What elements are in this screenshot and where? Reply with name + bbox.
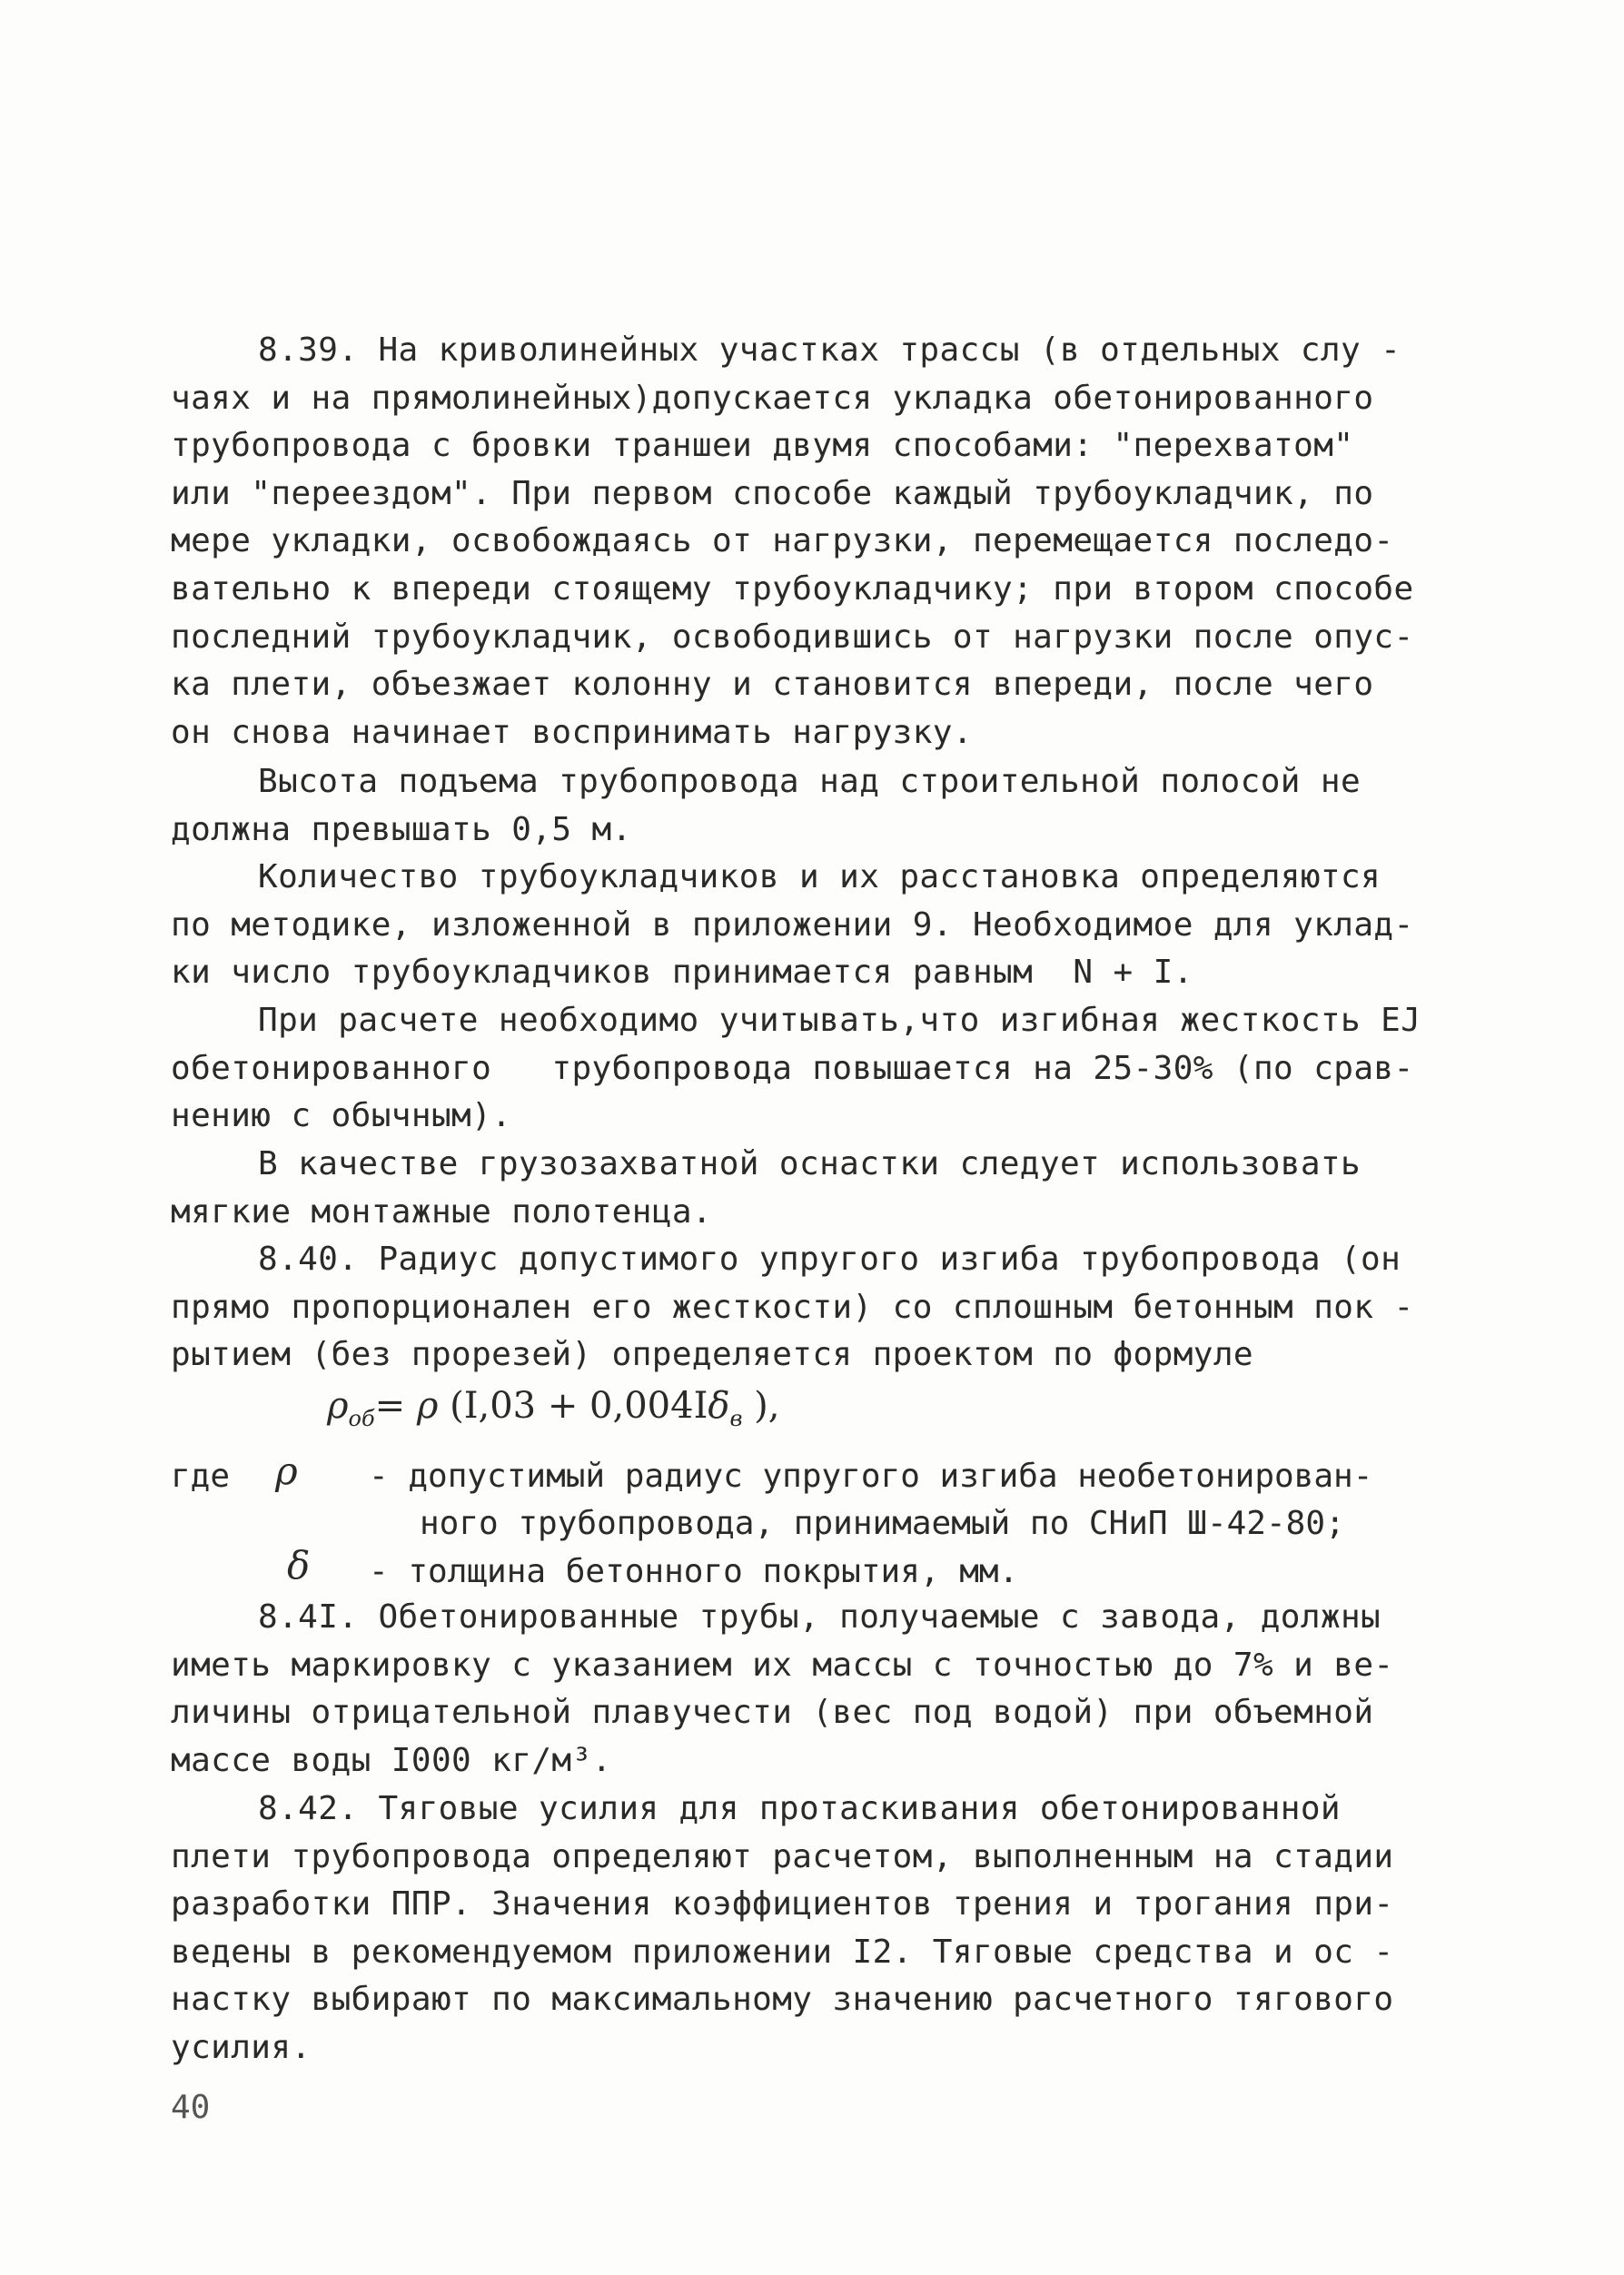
formula-equals: =	[374, 1385, 417, 1427]
text-line: 8.4I. Обетонированные трубы, получаемые с завода, должны	[258, 1598, 1381, 1636]
delta-symbol: δ	[287, 1543, 311, 1588]
section-8-41	[171, 1594, 1394, 1785]
where-label: где	[171, 1458, 231, 1495]
text-line: он снова начинает воспринимать нагрузку.	[171, 713, 973, 751]
rho-symbol: ρ	[275, 1449, 298, 1493]
text-line: усилия.	[171, 2028, 312, 2066]
page-number: 40	[171, 2089, 211, 2126]
text-line: В качестве грузозахватной оснастки следует использовать	[258, 1145, 1362, 1182]
stiffness-paragraph	[171, 997, 1421, 1141]
rigging-paragraph	[171, 1141, 1379, 1236]
text-line: обетонированного трубопровода повышается на 25-30% (по срав-	[171, 1049, 1414, 1087]
formula-rho-lhs: ρ	[327, 1385, 349, 1427]
rho-definition-line-1: - допустимый радиус упругого изгиба необетонирован-	[369, 1458, 1373, 1495]
section-8-42	[171, 1785, 1394, 2072]
text-line: ведены в рекомендуемом приложении I2. Тяговые средства и ос -	[171, 1933, 1394, 1971]
text-line: ка плети, объезжает колонну и становится впереди, после чего	[171, 666, 1374, 704]
text-line: 8.40. Радиус допустимого упругого изгиба трубопровода (он	[258, 1241, 1401, 1278]
formula-end: ),	[742, 1385, 780, 1427]
formula-body: (I,03 + 0,004I	[438, 1385, 708, 1427]
text-line: по методике, изложенной в приложении 9. Необходимое для уклад-	[171, 905, 1414, 944]
height-paragraph	[171, 758, 1379, 854]
count-paragraph	[171, 854, 1414, 997]
formula-delta-subscript: в	[729, 1406, 743, 1431]
text-line: Высота подъема трубопровода над строительной полосой не	[258, 763, 1362, 800]
text-line: При расчете необходимо учитывать,что изгибная жесткость EJ	[258, 1002, 1421, 1039]
text-line: или "переездом". При первом способе каждый трубоукладчик, по	[171, 474, 1374, 512]
section-8-39	[171, 327, 1414, 757]
formula-lhs-subscript: об	[348, 1406, 375, 1431]
text-line: 8.42. Тяговые усилия для протаскивания обетонированной	[258, 1790, 1341, 1827]
text-line: рытием (без прорезей) определяется проектом по формуле	[171, 1336, 1253, 1374]
delta-definition: - толщина бетонного покрытия, мм.	[369, 1553, 1019, 1590]
stiffness-formula	[327, 1385, 779, 1431]
text-line: трубопровода с бровки траншеи двумя способами: "перехватом"	[171, 427, 1354, 465]
text-line: 8.39. На криволинейных участках трассы (в отдельных слу -	[258, 331, 1401, 369]
rho-definition-line-2: ного трубопровода, принимаемый по СНиП Ш-42-80;	[420, 1505, 1345, 1542]
text-line: последний трубоукладчик, освободившись от нагрузки после опус-	[171, 618, 1414, 656]
text-line: настку выбирают по максимальному значению расчетного тягового	[171, 1981, 1394, 2019]
formula-delta: δ	[708, 1385, 730, 1427]
text-line: мере укладки, освобождаясь от нагрузки, перемещается последо-	[171, 522, 1394, 560]
text-line: плети трубопровода определяют расчетом, выполненным на стадии	[171, 1837, 1394, 1875]
text-line: Количество трубоукладчиков и их расстановка определяются	[258, 858, 1381, 895]
text-line: нению с обычным).	[171, 1097, 512, 1135]
text-line: иметь маркировку с указанием их массы с точностью до 7% и ве-	[171, 1646, 1394, 1684]
text-line: чаях и на прямолинейных)допускается укладка обетонированного	[171, 379, 1374, 417]
text-line: личины отрицательной плавучести (вес под водой) при объемной	[171, 1694, 1374, 1732]
section-8-40	[171, 1236, 1414, 1380]
text-line: разработки ППР. Значения коэффициентов трения и трогания при-	[171, 1885, 1394, 1924]
text-line: ки число трубоукладчиков принимается равным N + I.	[171, 954, 1193, 992]
formula-rho: ρ	[416, 1385, 439, 1427]
text-line: должна превышать 0,5 м.	[171, 810, 632, 848]
text-line: мягкие монтажные полотенца.	[171, 1192, 712, 1231]
text-line: прямо пропорционален его жесткости) со сплошным бетонным пок -	[171, 1288, 1414, 1326]
text-line: вательно к впереди стоящему трубоукладчику; при втором способе	[171, 569, 1414, 608]
text-line: массе воды I000 кг/м³.	[171, 1741, 612, 1779]
